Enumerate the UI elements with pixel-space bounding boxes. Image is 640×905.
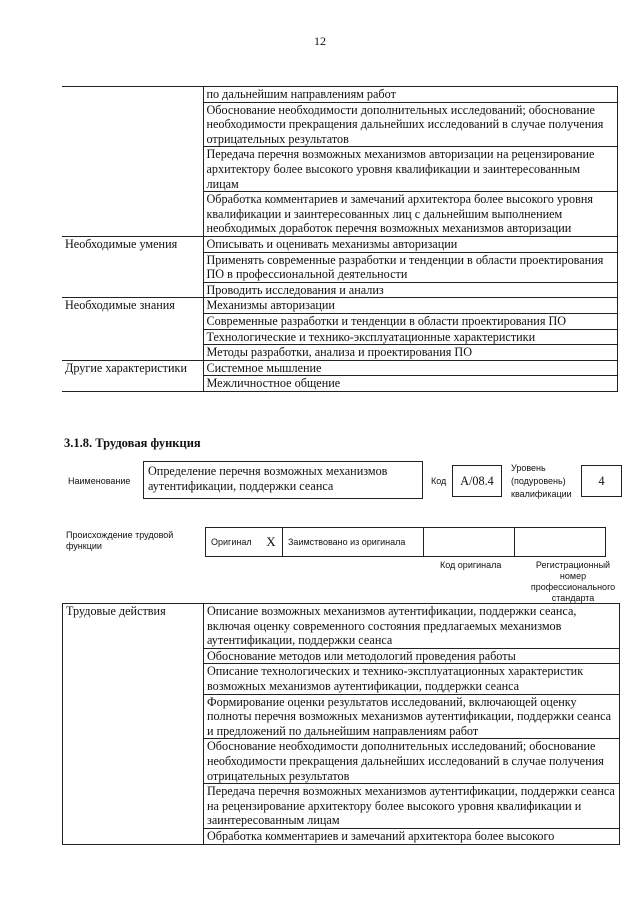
level-label-line3: квалификации xyxy=(511,489,572,499)
row-label: Другие характеристики xyxy=(62,360,203,376)
table-row xyxy=(63,604,620,649)
table-row xyxy=(62,236,618,252)
table-row xyxy=(62,192,618,237)
table-cell: Обработка комментариев и замечаний архитектора более высокого xyxy=(204,828,620,844)
code-original-cell xyxy=(424,528,515,557)
origin-table xyxy=(205,527,606,557)
row-label: Трудовые действия xyxy=(63,604,204,845)
reg-number-cell xyxy=(515,528,606,557)
table-cell: Обоснование методов или методологий проведения работы xyxy=(204,648,620,664)
table-cell: Проводить исследования и анализ xyxy=(203,282,618,298)
table-cell: Современные разработки и тенденции в области проектирования ПО xyxy=(203,313,618,329)
table-row xyxy=(62,298,618,314)
level-label-line2: (подуровень) xyxy=(511,476,566,486)
table-cell: Передача перечня возможных механизмов аутентификации, поддержки сеанса на рецензирование архитектору более высокого уровня квалификации и заинтересованным лицам xyxy=(204,784,620,829)
table-cell: Межличностное общение xyxy=(203,376,618,392)
section-heading: 3.1.8. Трудовая функция xyxy=(64,436,201,450)
origin-original: Оригинал xyxy=(206,528,261,557)
table-cell: Описание технологических и технико-эксплуатационных характеристик возможных механизмов аутентификации, поддержки сеанса xyxy=(204,664,620,694)
table-row xyxy=(62,313,618,329)
origin-mark: X xyxy=(260,528,283,557)
table-cell: Описание возможных механизмов аутентификации, поддержки сеанса, включая оценку современного состояния предлагаемых механизмов аутентификации, поддержки сеанса xyxy=(204,604,620,649)
code-value-box: A/08.4 xyxy=(452,465,502,497)
table-cell: Применять современные разработки и тенденции в области проектирования ПО в профессиональной деятельности xyxy=(203,252,618,282)
table-row xyxy=(62,376,618,392)
level-value-box: 4 xyxy=(581,465,622,497)
page-number: 12 xyxy=(314,34,326,48)
function-name-box: Определение перечня возможных механизмов аутентификации, поддержки сеанса xyxy=(143,461,423,499)
table-cell: Технологические и технико-эксплуатационные характеристики xyxy=(203,329,618,345)
table-cell: Передача перечня возможных механизмов авторизации на рецензирование архитектору более высокого уровня квалификации и заинтересованным лицам xyxy=(203,147,618,192)
table-row xyxy=(62,329,618,345)
labor-actions-table xyxy=(62,603,620,845)
table-cell: Обработка комментариев и замечаний архитектора более высокого уровня квалификации и заинтересованных лиц с дальнейшим выполнением необходимых доработок перечня возможных механизмов авторизации xyxy=(203,192,618,237)
name-label: Наименование xyxy=(68,476,131,486)
table-row xyxy=(62,360,618,376)
table-cell: Методы разработки, анализа и проектирования ПО xyxy=(203,345,618,361)
code-label: Код xyxy=(431,476,447,486)
table-row xyxy=(62,282,618,298)
table-cell: по дальнейшим направлениям работ xyxy=(203,87,618,103)
table-row xyxy=(62,345,618,361)
row-label: Необходимые умения xyxy=(62,236,203,252)
table-cell: Обоснование необходимости дополнительных исследований; обоснование необходимости прекращения дальнейших исследований в случае получения отрицательных результатов xyxy=(204,739,620,784)
table-cell: Обоснование необходимости дополнительных исследований; обоснование необходимости прекращения дальнейших исследований в случае получения отрицательных результатов xyxy=(203,102,618,147)
code-original-label: Код оригинала xyxy=(440,560,502,570)
row-label: Необходимые знания xyxy=(62,298,203,314)
origin-borrowed: Заимствовано из оригинала xyxy=(283,528,424,557)
origin-label: Происхождение трудовой функции xyxy=(66,530,174,551)
table-cell: Системное мышление xyxy=(203,360,618,376)
level-label-line1: Уровень xyxy=(511,463,546,473)
table-row xyxy=(62,147,618,192)
table-cell: Формирование оценки результатов исследований, включающей оценку полноты перечня возможных механизмов аутентификации, поддержки сеанса и предложений по дальнейшим направлениям работ xyxy=(204,694,620,739)
table-row xyxy=(62,252,618,282)
reg-number-label: Регистрационный номер профессионального стандарта xyxy=(530,560,616,603)
table-row xyxy=(62,87,618,103)
table-cell: Описывать и оценивать механизмы авторизации xyxy=(203,236,618,252)
table-cell: Механизмы авторизации xyxy=(203,298,618,314)
table-row xyxy=(62,102,618,147)
characteristics-table xyxy=(62,86,618,392)
